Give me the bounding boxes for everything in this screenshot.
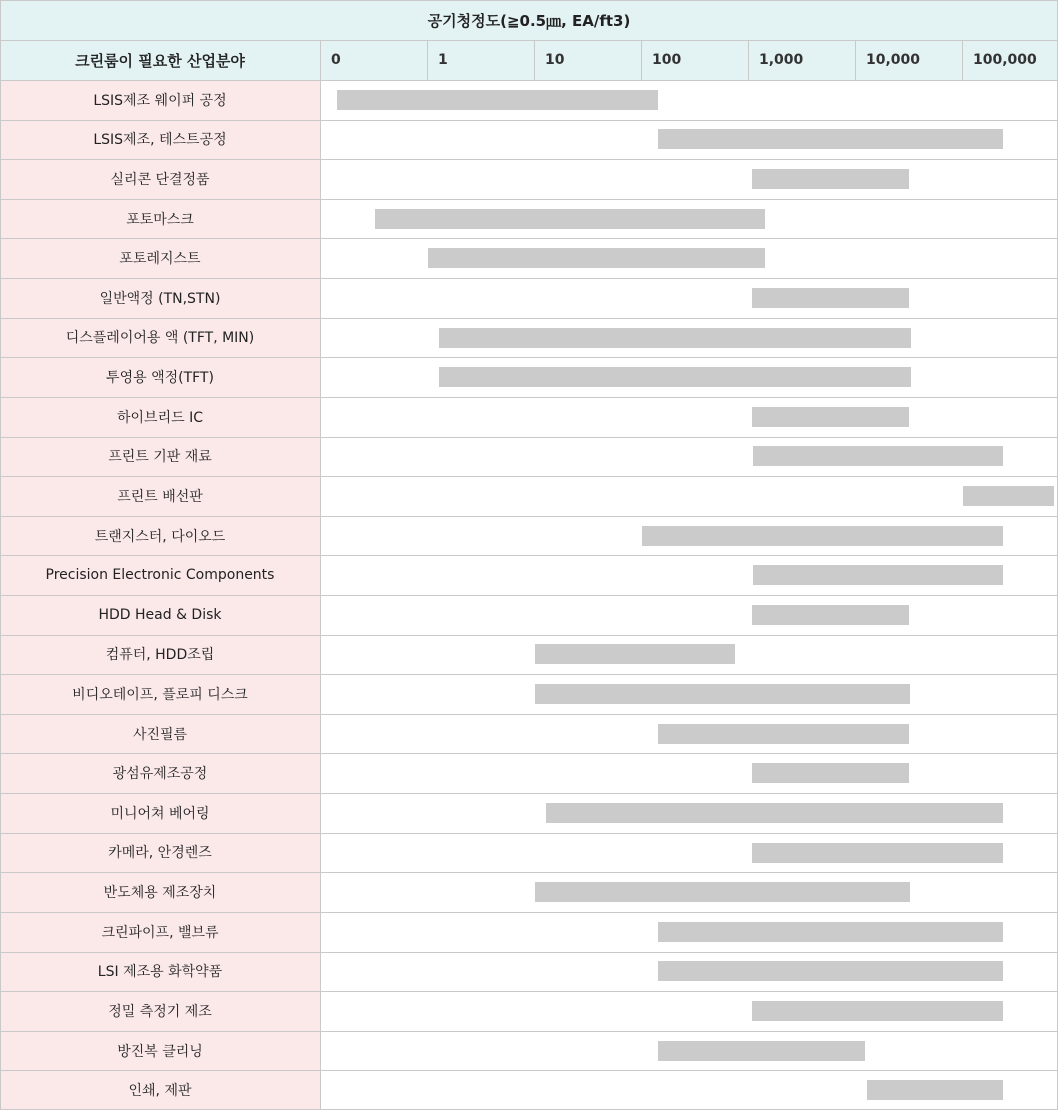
bar-8 <box>439 367 911 387</box>
category-label: 투영용 액정(TFT) <box>0 357 320 397</box>
bar-7 <box>439 328 911 348</box>
bar-15 <box>535 644 735 664</box>
bar-10 <box>753 446 1002 466</box>
tick-label: 100 <box>652 52 682 68</box>
bar-25 <box>658 1041 865 1061</box>
grid-line-h <box>0 674 1058 675</box>
grid-line-h <box>0 1070 1058 1071</box>
grid-line-h <box>0 952 1058 953</box>
grid-line-h <box>0 872 1058 873</box>
grid-line-v <box>962 40 963 80</box>
grid-line-h <box>0 516 1058 517</box>
grid-line-h <box>0 991 1058 992</box>
tick-label: 100,000 <box>973 52 1037 68</box>
category-label: 크린파이프, 밸브류 <box>0 912 320 952</box>
grid-line-h <box>0 80 1058 81</box>
bar-3 <box>752 169 909 189</box>
grid-line-h <box>0 40 1058 41</box>
category-label: 컴퓨터, HDD조립 <box>0 635 320 675</box>
category-label: 인쇄, 제판 <box>0 1070 320 1110</box>
grid-line-v <box>855 40 856 80</box>
category-label: 미니어쳐 베어링 <box>0 793 320 833</box>
bar-14 <box>752 605 909 625</box>
grid-line-h <box>0 555 1058 556</box>
category-label: LSI 제조용 화학약품 <box>0 952 320 992</box>
category-label: 프린트 기판 재료 <box>0 437 320 477</box>
tick-label: 1,000 <box>759 52 804 68</box>
tick-label: 1 <box>438 52 448 68</box>
bar-20 <box>752 843 1002 863</box>
grid-line-h <box>0 635 1058 636</box>
grid-line-h <box>0 357 1058 358</box>
bar-11 <box>963 486 1054 506</box>
grid-line-h <box>0 476 1058 477</box>
bar-12 <box>642 526 1003 546</box>
category-label: 트랜지스터, 다이오드 <box>0 516 320 556</box>
tick-label: 10,000 <box>866 52 921 68</box>
category-label: 디스플레이어용 액 (TFT, MIN) <box>0 318 320 358</box>
grid-line-h <box>0 0 1058 1</box>
grid-line-v <box>534 40 535 80</box>
category-label: 포토레지스트 <box>0 238 320 278</box>
grid-line-h <box>0 714 1058 715</box>
bar-13 <box>753 565 1002 585</box>
grid-line-h <box>0 1031 1058 1032</box>
category-label: HDD Head & Disk <box>0 595 320 635</box>
grid-line-h <box>0 833 1058 834</box>
bar-22 <box>658 922 1003 942</box>
bar-23 <box>658 961 1003 981</box>
grid-line-h <box>0 278 1058 279</box>
bar-18 <box>752 763 909 783</box>
grid-line-v <box>748 40 749 80</box>
category-label: 카메라, 안경렌즈 <box>0 833 320 873</box>
grid-line-h <box>0 318 1058 319</box>
category-label: 일반액정 (TN,STN) <box>0 278 320 318</box>
bar-9 <box>752 407 909 427</box>
category-label: 비디오테이프, 플로피 디스크 <box>0 674 320 714</box>
bar-17 <box>658 724 909 744</box>
category-label: 프린트 배선판 <box>0 476 320 516</box>
category-header: 크린룸이 필요한 산업분야 <box>0 40 320 80</box>
grid-line-h <box>0 912 1058 913</box>
grid-line-h <box>0 199 1058 200</box>
bar-26 <box>867 1080 1003 1100</box>
grid-line-h <box>0 595 1058 596</box>
bar-4 <box>375 209 766 229</box>
bar-1 <box>337 90 658 110</box>
chart-title: 공기청정도(≧0.5㎛, EA/ft3) <box>0 0 1058 40</box>
category-label: 광섬유제조공정 <box>0 753 320 793</box>
bar-2 <box>658 129 1003 149</box>
bar-5 <box>428 248 765 268</box>
category-label: 포토마스크 <box>0 199 320 239</box>
category-label: 사진필름 <box>0 714 320 754</box>
category-label: 하이브리드 IC <box>0 397 320 437</box>
grid-line-h <box>0 238 1058 239</box>
category-label: LSIS제조, 테스트공정 <box>0 120 320 160</box>
grid-line-v <box>320 40 321 1110</box>
grid-line-v <box>0 0 1 1110</box>
grid-line-h <box>0 753 1058 754</box>
category-label: LSIS제조 웨이퍼 공정 <box>0 80 320 120</box>
category-label: Precision Electronic Components <box>0 555 320 595</box>
category-label: 정밀 측정기 제조 <box>0 991 320 1031</box>
grid-line-h <box>0 437 1058 438</box>
grid-line-v <box>641 40 642 80</box>
bar-19 <box>546 803 1003 823</box>
category-label: 실리콘 단결정품 <box>0 159 320 199</box>
bar-16 <box>535 684 910 704</box>
tick-label: 10 <box>545 52 565 68</box>
bar-6 <box>752 288 909 308</box>
grid-line-h <box>0 120 1058 121</box>
tick-label: 0 <box>331 52 341 68</box>
bar-24 <box>752 1001 1002 1021</box>
grid-line-v <box>427 40 428 80</box>
category-label: 반도체용 제조장치 <box>0 872 320 912</box>
category-label: 방진복 클리닝 <box>0 1031 320 1071</box>
bar-21 <box>535 882 910 902</box>
grid-line-h <box>0 397 1058 398</box>
grid-line-h <box>0 159 1058 160</box>
grid-line-h <box>0 793 1058 794</box>
